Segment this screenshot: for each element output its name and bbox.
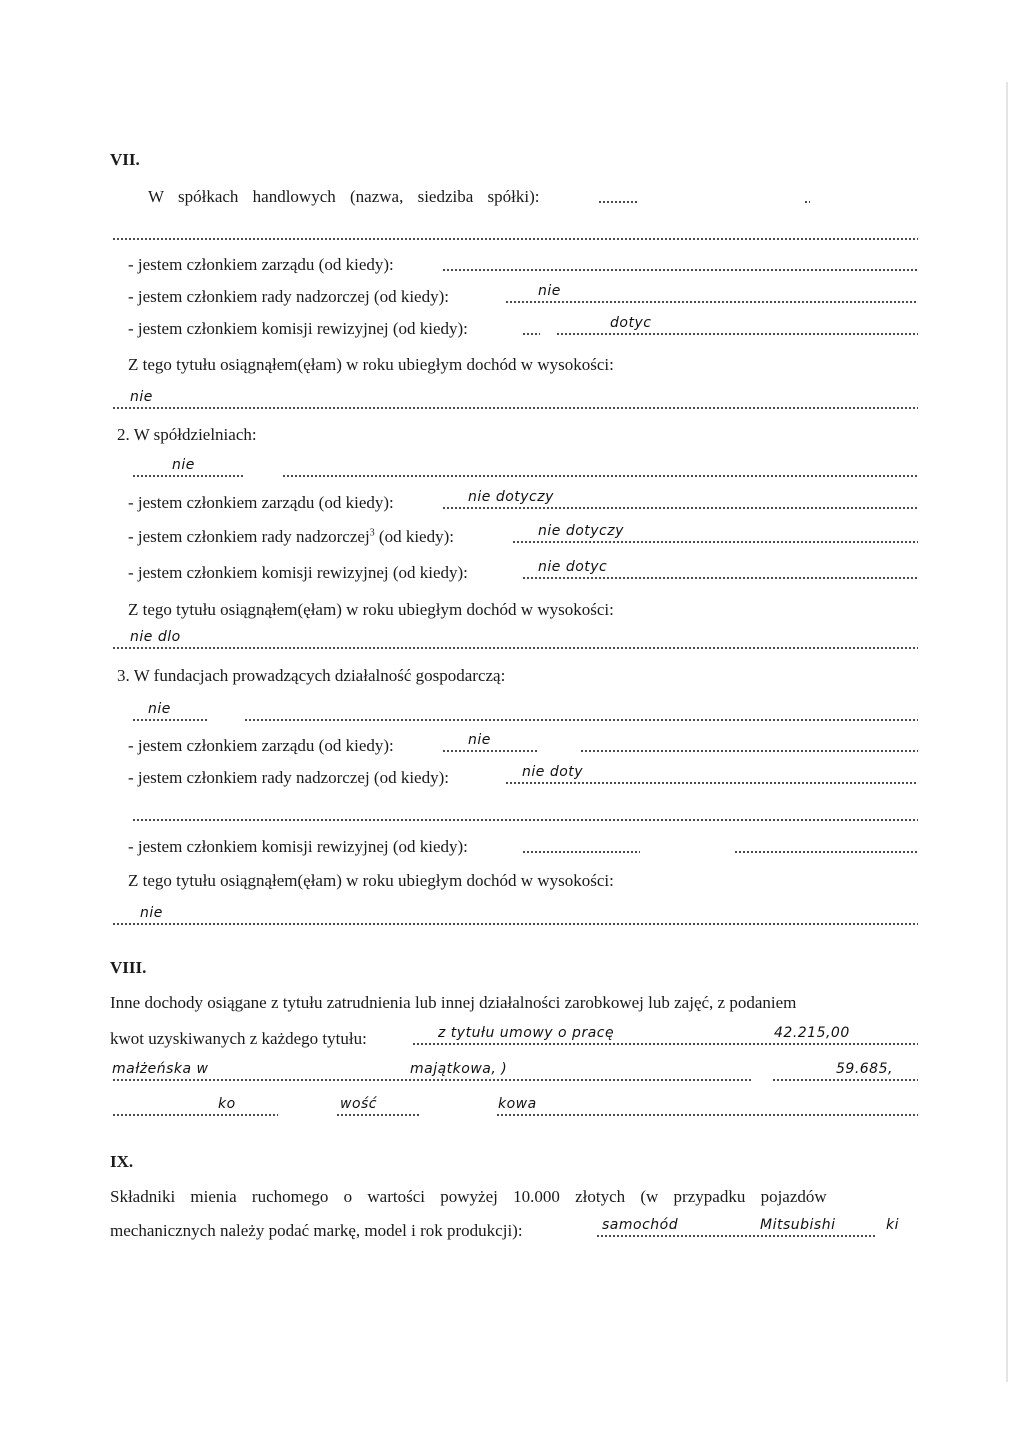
supervisory-label: - jestem członkiem rady nadzorczej (od kiedy): — [128, 287, 449, 306]
foundation-supervisory-row — [0, 766, 1024, 790]
foundation-board-handwritten: nie — [468, 732, 491, 748]
board-member-row — [0, 253, 1024, 277]
blank-line — [0, 222, 1024, 246]
foundation-income-row — [0, 869, 1024, 893]
ix-text-1: Składniki mienia ruchomego o wartości powyżej 10.000 złotych (w przypadku pojazdów — [110, 1187, 827, 1206]
supervisory-row — [0, 285, 1024, 309]
ix-text-line2 — [0, 1219, 1024, 1243]
dots — [505, 301, 918, 303]
income-row — [0, 353, 1024, 377]
coop-audit-row — [0, 561, 1024, 585]
section-ix-heading: IX. — [110, 1152, 134, 1171]
dots — [442, 269, 918, 271]
dots — [522, 851, 640, 853]
dots — [112, 1114, 278, 1116]
blank-line — [0, 803, 1024, 827]
coop-board-label: - jestem członkiem zarządu (od kiedy): — [128, 493, 394, 512]
footnote-marker: 3 — [369, 527, 375, 539]
income-value-row — [0, 391, 1024, 415]
viii-handwritten-b: 42.215,00 — [774, 1025, 850, 1041]
section-viii-heading-row — [0, 956, 1024, 980]
foundation-audit-label: - jestem członkiem komisji rewizyjnej (od kiedy): — [128, 837, 468, 856]
income-handwritten: nie — [130, 389, 153, 405]
viii-text-2: kwot uzyskiwanych z każdego tytułu: — [110, 1029, 367, 1048]
dots — [734, 851, 918, 853]
foundation-income-label: Z tego tytułu osiągnąłem(ęłam) w roku ubiegłym dochód w wysokości: — [128, 871, 614, 890]
viii-handwritten-g: wość — [340, 1096, 378, 1112]
viii-handwritten-d: majątkowa, ) — [410, 1061, 508, 1077]
supervisory-handwritten: nie — [538, 283, 561, 299]
foundation-supervisory-handwritten: nie doty — [522, 764, 584, 780]
coop-supervisory-label-end: (od kiedy): — [378, 527, 454, 546]
coop-audit-handwritten: nie dotyc — [538, 559, 608, 575]
companies-label: W spółkach handlowych (nazwa, siedziba spółki): — [148, 187, 540, 206]
coop-handwritten: nie — [172, 457, 195, 473]
coop-supervisory-row — [0, 525, 1024, 549]
ix-text-2: mechanicznych należy podać markę, model i rok produkcji): — [110, 1221, 523, 1240]
coop-income-value-row — [0, 631, 1024, 655]
dots — [132, 819, 918, 821]
dots — [496, 1114, 918, 1116]
viii-line3 — [0, 1063, 1024, 1087]
viii-line4 — [0, 1098, 1024, 1122]
coop-board-row — [0, 491, 1024, 515]
section-vii-heading: VII. — [110, 150, 140, 169]
viii-handwritten-a: z tytułu umowy o pracę — [438, 1025, 615, 1041]
dots — [244, 719, 918, 721]
foundation-row — [0, 664, 1024, 688]
foundation-handwritten: nie — [148, 701, 171, 717]
viii-text-line2 — [0, 1027, 1024, 1051]
audit-handwritten: dotyc — [610, 315, 652, 331]
viii-text-line1 — [0, 991, 1024, 1015]
coop-income-handwritten: nie dlo — [130, 629, 181, 645]
foundation-label: 3. W fundacjach prowadzących działalność gospodarczą: — [117, 666, 506, 685]
income-label: Z tego tytułu osiągnąłem(ęłam) w roku ubiegłym dochód w wysokości: — [128, 355, 614, 374]
foundation-supervisory-label: - jestem członkiem rady nadzorczej (od kiedy): — [128, 768, 449, 787]
coop-audit-label: - jestem członkiem komisji rewizyjnej (od kiedy): — [128, 563, 468, 582]
foundation-value-row — [0, 703, 1024, 727]
coop-board-handwritten: nie dotyczy — [468, 489, 554, 505]
coop-value-row — [0, 459, 1024, 483]
foundation-board-label: - jestem członkiem zarządu (od kiedy): — [128, 736, 394, 755]
dots — [112, 647, 918, 649]
ix-handwritten-3: ki — [886, 1217, 899, 1233]
coop-supervisory-label — [128, 525, 454, 549]
viii-text-1: Inne dochody osiągane z tytułu zatrudnienia lub innej działalności zarobkowej lub zajęć, z podaniem — [110, 993, 797, 1012]
coop-supervisory-handwritten: nie dotyczy — [538, 523, 624, 539]
dots — [580, 750, 918, 752]
dots — [804, 201, 810, 203]
board-member-label: - jestem członkiem zarządu (od kiedy): — [128, 255, 394, 274]
viii-handwritten-c: małżeńska w — [112, 1061, 209, 1077]
viii-handwritten-h: kowa — [498, 1096, 537, 1112]
ix-handwritten-2: Mitsubishi — [760, 1217, 836, 1233]
coop-row — [0, 423, 1024, 447]
companies-row — [0, 185, 1024, 209]
audit-label: - jestem członkiem komisji rewizyjnej (od kiedy): — [128, 319, 468, 338]
ix-text-line1 — [0, 1185, 1024, 1209]
coop-income-row — [0, 598, 1024, 622]
coop-income-label: Z tego tytułu osiągnąłem(ęłam) w roku ubiegłym dochód w wysokości: — [128, 600, 614, 619]
dots — [112, 407, 918, 409]
audit-row — [0, 317, 1024, 341]
dots — [112, 238, 918, 240]
foundation-audit-row — [0, 835, 1024, 859]
dots — [112, 923, 918, 925]
coop-label: 2. W spółdzielniach: — [117, 425, 257, 444]
viii-handwritten-e: 59.685, — [836, 1061, 893, 1077]
dots — [522, 333, 540, 335]
section-viii-heading: VIII. — [110, 958, 147, 977]
dots — [282, 475, 918, 477]
foundation-income-value-row — [0, 907, 1024, 931]
ix-handwritten: samochód — [602, 1217, 679, 1233]
foundation-income-handwritten: nie — [140, 905, 163, 921]
section-vii-heading-row — [0, 148, 1024, 172]
foundation-board-row — [0, 734, 1024, 758]
dots — [598, 201, 638, 203]
section-ix-heading-row — [0, 1150, 1024, 1174]
coop-supervisory-label-text: - jestem członkiem rady nadzorczej — [128, 527, 370, 546]
viii-handwritten-f: ko — [218, 1096, 236, 1112]
